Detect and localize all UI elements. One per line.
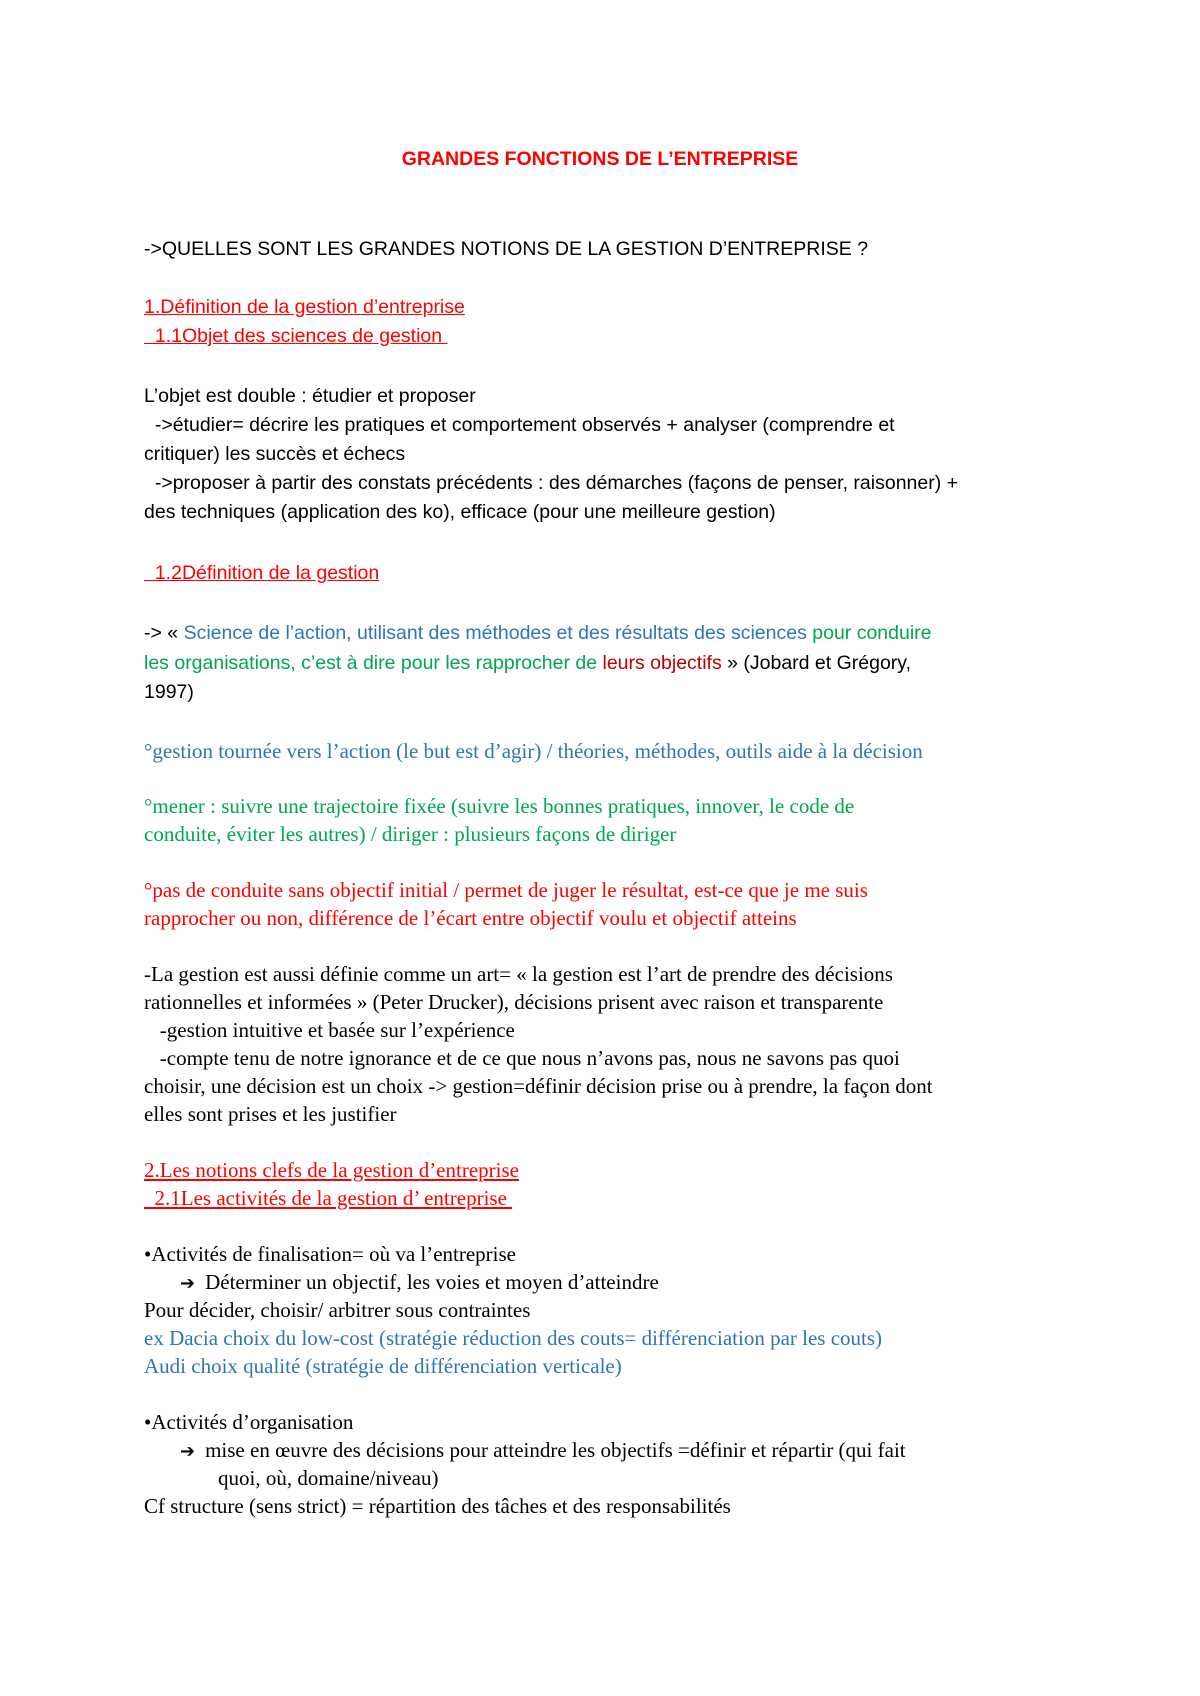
quote-line-1 [144,624,932,644]
finalisation-arrow-item [180,1272,659,1293]
quote-red: leurs objectifs [602,652,722,674]
section1-heading: 1.Définition de la gestion d’entreprise [144,296,465,318]
art-line-6: elles sont prises et les justifier [144,1102,397,1126]
art-line-5: choisir, une décision est un choix -> gestion=définir décision prise ou à prendre, la façon dont [144,1074,933,1098]
quote-suffix: » (Jobard et Grégory, [721,652,912,674]
art-line-4: -compte tenu de notre ignorance et de ce que nous n’avons pas, nous ne savons pas quoi [144,1046,900,1070]
quote-blue: Science de l’action, utilisant des méthodes et des résultats des sciences [183,622,813,644]
document-title: GRANDES FONCTIONS DE L’ENTREPRISE [401,148,799,170]
quote-green-1: pour conduire [812,622,932,644]
objet-line-2: ->étudier= décrire les pratiques et comportement observés + analyser (comprendre et [144,414,895,436]
finalisation-bullet: •Activités de finalisation= où va l’entreprise [144,1242,517,1266]
section2-sub1: 2.1Les activités de la gestion d’ entreprise [144,1186,513,1210]
objet-line-1: L’objet est double : étudier et proposer [144,385,476,407]
organisation-arrow-text-1: mise en œuvre des décisions pour atteindre les objectifs =définir et répartir (qui fait [205,1438,906,1462]
arrow-right-icon: ➔ [180,1273,196,1294]
main-question: ->QUELLES SONT LES GRANDES NOTIONS DE LA GESTION D’ENTREPRISE ? [144,238,869,260]
finalisation-line: Pour décider, choisir/ arbitrer sous contraintes [144,1298,531,1322]
section1-sub2: 1.2Définition de la gestion [144,562,380,584]
note-red-1: °pas de conduite sans objectif initial / permet de juger le résultat, est-ce que je me suis [144,878,868,902]
quote-line-2 [144,654,911,674]
finalisation-example-1: ex Dacia choix du low-cost (stratégie réduction des couts= différenciation par les couts) [144,1326,883,1350]
organisation-arrow-text-2: quoi, où, domaine/niveau) [218,1466,439,1490]
note-green-2: conduite, éviter les autres) / diriger : plusieurs façons de diriger [144,822,677,846]
note-green-1: °mener : suivre une trajectoire fixée (suivre les bonnes pratiques, innover, le code de [144,794,855,818]
section1-sub1: 1.1Objet des sciences de gestion [144,325,448,347]
quote-prefix: -> « [144,622,184,644]
objet-line-4: ->proposer à partir des constats précédents : des démarches (façons de penser, raisonner) + [144,472,959,494]
arrow-right-icon: ➔ [180,1441,196,1462]
art-line-2: rationnelles et informées » (Peter Drucker), décisions prisent avec raison et transparente [144,990,884,1014]
quote-green-2: les organisations, c’est à dire pour les rapprocher de [144,652,603,674]
organisation-line: Cf structure (sens strict) = répartition des tâches et des responsabilités [144,1494,731,1518]
objet-line-5: des techniques (application des ko), efficace (pour une meilleure gestion) [144,501,776,523]
art-line-1: -La gestion est aussi définie comme un art= « la gestion est l’art de prendre des décisions [144,962,893,986]
organisation-arrow-item [180,1440,906,1461]
finalisation-example-2: Audi choix qualité (stratégie de différenciation verticale) [144,1354,622,1378]
organisation-bullet: •Activités d’organisation [144,1410,354,1434]
quote-year: 1997) [144,681,194,703]
section2-heading: 2.Les notions clefs de la gestion d’entreprise [144,1158,519,1182]
note-red-2: rapprocher ou non, différence de l’écart entre objectif voulu et objectif atteins [144,906,797,930]
art-line-3: -gestion intuitive et basée sur l’expérience [144,1018,515,1042]
finalisation-arrow-text: Déterminer un objectif, les voies et moyen d’atteindre [205,1270,659,1294]
objet-line-3: critiquer) les succès et échecs [144,443,406,465]
note-blue: °gestion tournée vers l’action (le but est d’agir) / théories, méthodes, outils aide à la décision [144,739,923,763]
